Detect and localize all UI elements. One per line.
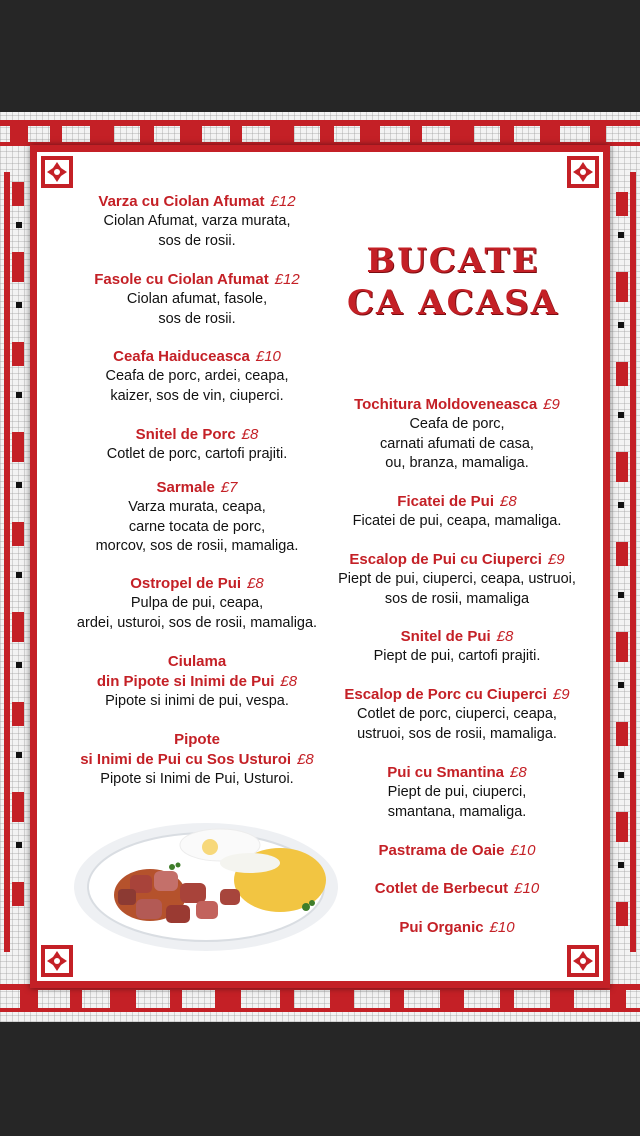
dish-price: £8: [496, 628, 514, 645]
dish-price: £9: [543, 396, 560, 413]
dish-name: Cotlet de Berbecut: [374, 880, 509, 897]
dish-description: smantana, mamaliga.: [387, 803, 527, 820]
menu-item: [318, 627, 596, 667]
dish-description: Ceafa de porc,: [409, 416, 505, 432]
dish-description: Pipote si inimi de pui, vespa.: [105, 693, 289, 709]
dish-price: £9: [547, 551, 565, 568]
menu-item: [318, 879, 596, 899]
menu-item: [318, 492, 596, 532]
menu-title-line: CA ACASA: [346, 283, 560, 323]
menu-item: [318, 841, 596, 861]
dish-name: Snitel de Pui: [400, 628, 491, 645]
folk-rosette-icon: [566, 155, 600, 189]
dish-description: Cotlet de porc, ciuperci, ceapa,: [357, 706, 557, 722]
menu-item: [318, 918, 596, 938]
menu-item: [52, 192, 342, 251]
dish-price: £8: [500, 493, 517, 510]
dish-name: si Inimi de Pui cu Sos Usturoi: [80, 751, 292, 768]
dish-name: Pui Organic: [399, 919, 484, 936]
dish-name: Escalop de Pui cu Ciuperci: [349, 551, 542, 568]
dish-name: Pastrama de Oaie: [378, 842, 505, 859]
dish-name: Pui cu Smantina: [387, 764, 504, 781]
dish-name: Ceafa Haiduceasca: [113, 348, 250, 365]
menu-item: [52, 730, 342, 790]
folk-rosette-icon: [40, 944, 74, 978]
dish-description: carnati afumati de casa,: [380, 435, 534, 452]
dish-description: Pipote si Inimi de Pui, Usturoi.: [100, 771, 294, 787]
dish-price: £9: [552, 686, 570, 703]
folk-rosette-icon: [40, 155, 74, 189]
dish-description: Ficatei de pui, ceapa, mamaliga.: [352, 513, 562, 529]
menu-title: [318, 240, 588, 324]
dish-description: Piept de pui, cartofi prajiti.: [373, 648, 541, 664]
dish-description: Ciolan afumat, fasole,: [126, 291, 268, 307]
dish-price: £10: [255, 348, 281, 365]
menu-item: [318, 550, 596, 609]
dish-description: Ciolan Afumat, varza murata,: [103, 213, 291, 229]
dish-description: sos de rosii, mamaliga: [384, 590, 530, 607]
dish-price: £7: [220, 479, 238, 496]
dish-price: £10: [489, 919, 515, 936]
dish-name: Escalop de Porc cu Ciuperci: [344, 686, 547, 703]
dish-price: £8: [280, 673, 298, 690]
dish-description: Pulpa de pui, ceapa,: [130, 595, 264, 611]
dish-name: Tochitura Moldoveneasca: [354, 396, 538, 413]
menu-item: [318, 763, 596, 822]
dish-price: £8: [297, 751, 314, 768]
dish-description: carne tocata de porc,: [128, 518, 266, 535]
dish-name: Ficatei de Pui: [397, 493, 494, 510]
menu-item: [52, 652, 342, 712]
dish-price: £8: [241, 426, 259, 443]
dish-name: Fasole cu Ciolan Afumat: [94, 271, 269, 288]
menu-item: [52, 425, 342, 465]
dish-description: kaizer, sos de vin, ciuperci.: [110, 387, 284, 404]
folk-rosette-icon: [566, 944, 600, 978]
dish-description: morcov, sos de rosii, mamaliga.: [95, 538, 299, 554]
menu-item: [52, 270, 342, 329]
dish-name: Snitel de Porc: [135, 426, 236, 443]
dish-description: Piept de pui, ciuperci, ceapa, ustruoi,: [338, 571, 576, 587]
menu-item: [52, 574, 342, 633]
dish-price: £12: [274, 271, 300, 288]
menu-item: [52, 478, 342, 557]
dish-name: Ostropel de Pui: [130, 575, 242, 592]
menu-item: [318, 685, 596, 744]
dish-photo: [70, 805, 342, 955]
dish-description: ou, branza, mamaliga.: [385, 455, 529, 471]
dish-name: Ciulama: [167, 653, 227, 670]
dish-name: din Pipote si Inimi de Pui: [96, 673, 275, 690]
dish-description: sos de rosii.: [158, 310, 236, 327]
menu-item: [318, 395, 596, 474]
dish-description: sos de rosii.: [158, 232, 236, 249]
dish-price: £10: [510, 842, 536, 859]
dish-description: Cotlet de porc, cartofi prajiti.: [106, 446, 288, 462]
dish-name: Pipote: [174, 731, 220, 748]
dish-description: Ceafa de porc, ardei, ceapa,: [105, 368, 289, 384]
dish-description: ardei, usturoi, sos de rosii, mamaliga.: [76, 614, 318, 631]
dish-description: Piept de pui, ciuperci,: [387, 784, 527, 800]
dish-price: £8: [510, 764, 527, 781]
dish-price: £12: [270, 193, 296, 210]
dish-description: Varza murata, ceapa,: [128, 499, 266, 515]
dish-name: Sarmale: [156, 479, 215, 496]
menu-title-line: BUCATE: [366, 241, 540, 281]
dish-price: £8: [247, 575, 264, 592]
dish-description: ustruoi, sos de rosii, mamaliga.: [357, 725, 557, 742]
menu-item: [52, 347, 342, 406]
dish-price: £10: [514, 880, 540, 897]
dish-name: Varza cu Ciolan Afumat: [98, 193, 265, 210]
